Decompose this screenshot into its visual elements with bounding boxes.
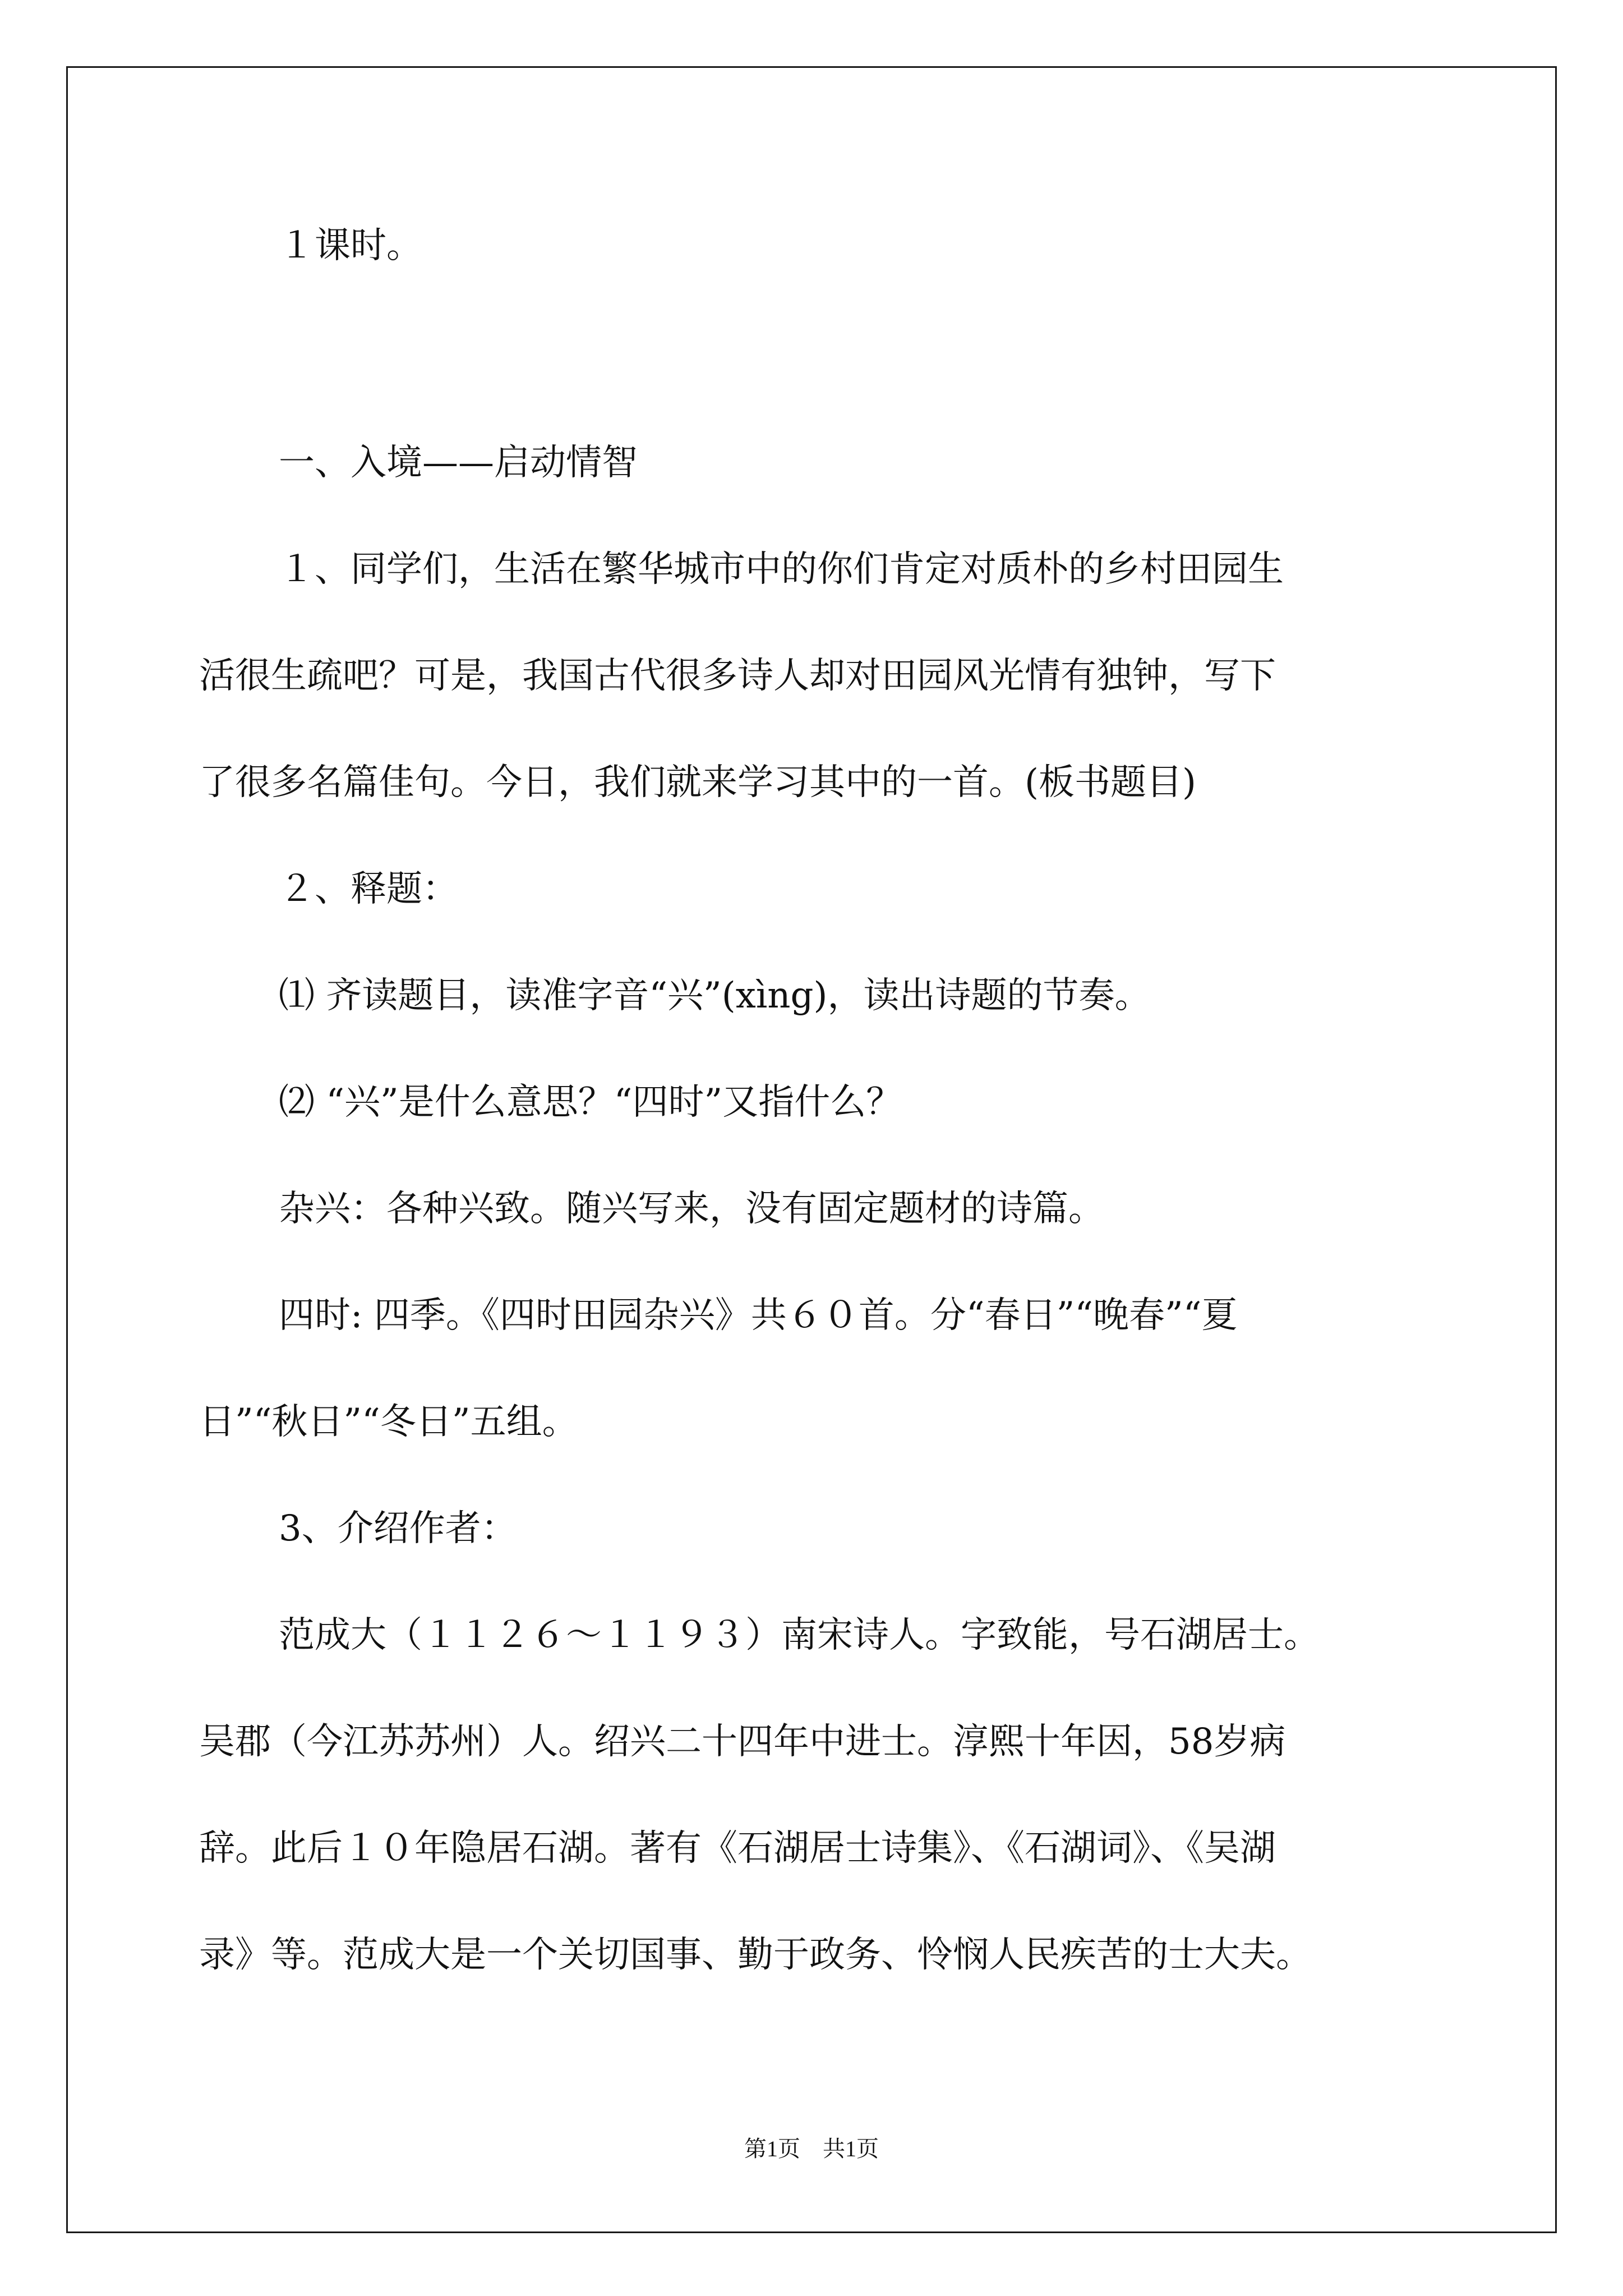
text-line: 3、介绍作者： <box>279 1508 517 1549</box>
text-line: １课时。 <box>279 225 422 266</box>
page-footer: 第1页 共1页 <box>744 2136 879 2161</box>
text-line: ⑵ “兴”是什么意思？“四时”又指什么？ <box>279 1082 902 1123</box>
text-line: 了很多名篇佳句。今日，我们就来学习其中的一首。(板书题目) <box>199 762 1196 803</box>
text-line: １、同学们，生活在繁华城市中的你们肯定对质朴的乡村田园生 <box>279 549 1284 590</box>
section-heading: 一、入境——启动情智 <box>279 442 638 484</box>
text-line: 杂兴：各种兴致。随兴写来，没有固定题材的诗篇。 <box>279 1188 1104 1230</box>
text-line: 辞。此后１０年隐居石湖。著有《石湖居士诗集》、《石湖词》、《吴湖 <box>199 1828 1276 1869</box>
text-line: 吴郡（今江苏苏州）人。绍兴二十四年中进士。淳熙十年因，58岁病 <box>199 1721 1286 1763</box>
text-line: 范成大（１１２６～１１９３）南宋诗人。字致能，号石湖居士。 <box>279 1614 1320 1656</box>
text-line: ２、释题： <box>279 868 458 910</box>
text-line: ⑴ 齐读题目，读准字音“兴”(xìng)，读出诗题的节奏。 <box>279 975 1151 1016</box>
text-line: 活很生疏吧？可是，我国古代很多诗人却对田园风光情有独钟，写下 <box>199 655 1276 697</box>
text-line: 录》等。范成大是一个关切国事、勤于政务、怜悯人民疾苦的士大夫。 <box>199 1934 1312 1976</box>
text-line: 日”“秋日”“冬日”五组。 <box>199 1401 578 1443</box>
text-line: 四时: 四季。《四时田园杂兴》共６０首。分“春日”“晚春”“夏 <box>279 1295 1238 1336</box>
page-border <box>66 66 1557 2233</box>
